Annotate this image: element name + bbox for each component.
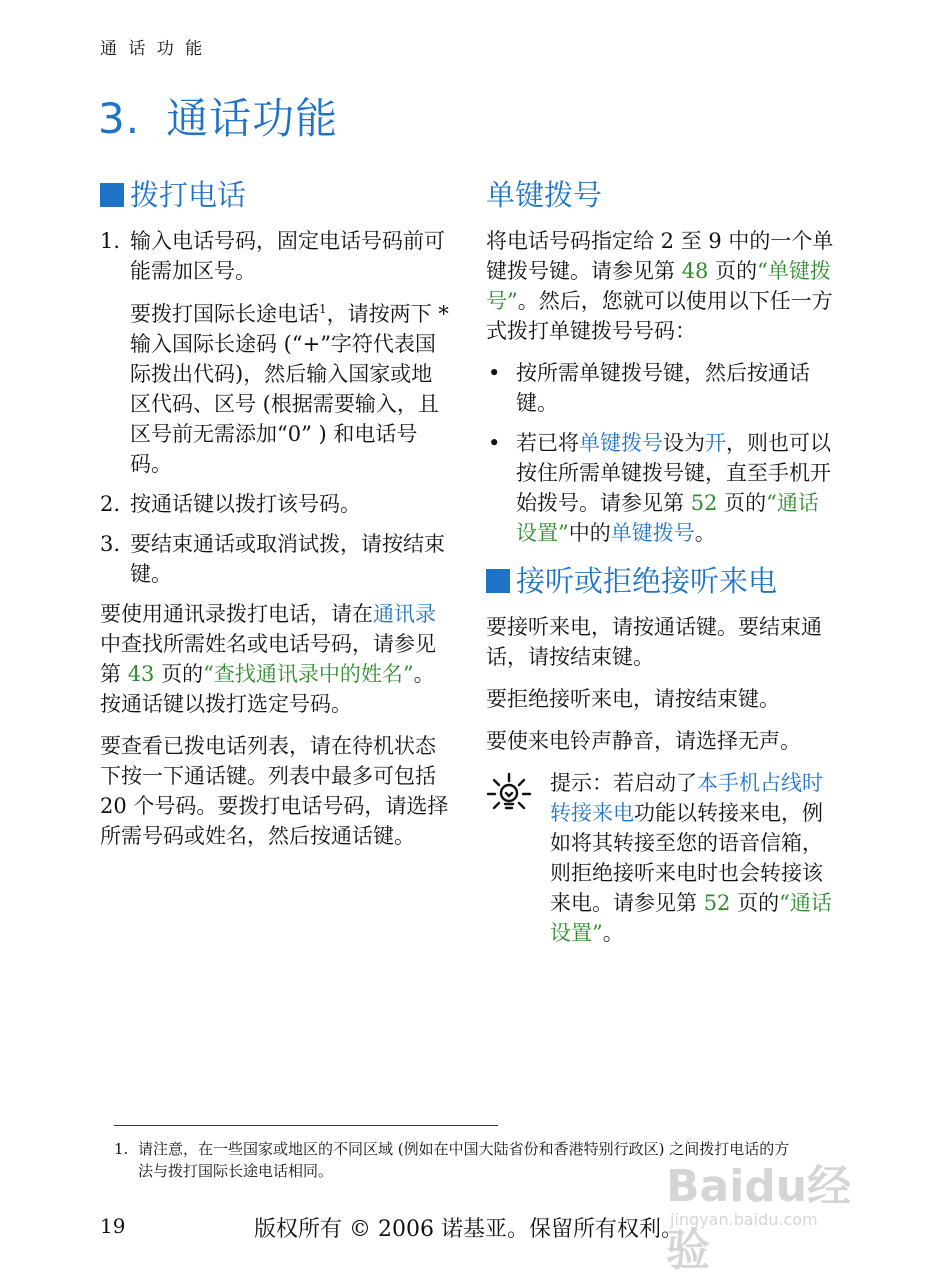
- text-run: 功能以转接来电，例如将其转接至您的语音信箱，则拒绝接听来电时也会转接该来电。请参见第: [550, 801, 823, 915]
- page-ref[interactable]: 43: [127, 662, 155, 686]
- text-run: 中查找所需姓名或电话号码，请参见第: [100, 632, 436, 686]
- text-run: 。然后，您就可以使用以下任一方式拨打单键拨号号码：: [486, 289, 833, 343]
- chapter-number: 3.: [98, 94, 141, 143]
- bullet-icon: •: [488, 361, 501, 385]
- text-run: 将电话号码指定给 2 至 9 中的一个单键拨号键。请参见第: [486, 229, 834, 283]
- step-text: 按通话键以拨打该号码。: [130, 492, 361, 516]
- text-run: 。: [602, 921, 624, 945]
- page-number: 19: [100, 1214, 126, 1238]
- text-run: 若已将: [516, 431, 579, 455]
- call-divert-link[interactable]: 本手机占线时转接来电: [550, 771, 823, 825]
- subtext-part: ，请按两下 * 输入国际长途码 (“+”字符代表国际拨出代码)，然后输入国家或地区代码、区号 (根据需要输入，且区号前无需添加“0” ) 和电话号码。: [130, 302, 449, 476]
- text-run: 。按通话键以拨打选定号码。: [100, 662, 435, 716]
- tip-label: 提示：: [550, 771, 613, 795]
- section-heading-speed-dial: 单键拨号: [486, 178, 603, 212]
- section-heading-text: 拨打电话: [130, 178, 247, 212]
- right-column: [486, 176, 836, 948]
- text-run: 若启动了: [613, 771, 697, 795]
- footnote-ref[interactable]: 1: [319, 302, 327, 316]
- speed-dial-intro: [486, 226, 836, 346]
- list-item: [486, 428, 836, 548]
- page-ref[interactable]: 48: [681, 259, 709, 283]
- text-run: 页的: [154, 662, 204, 686]
- running-header: 通 话 功 能: [100, 39, 206, 59]
- cross-reference-link[interactable]: “查找通讯录中的姓名”: [203, 662, 414, 686]
- speed-dial-methods-list: [486, 358, 836, 548]
- subtext-part: 要拨打国际长途电话: [130, 302, 319, 326]
- step-1: [100, 226, 452, 479]
- watermark-brand: Baidu经验: [666, 1161, 852, 1276]
- baidu-watermark: [656, 1150, 886, 1276]
- speed-dial-setting-link[interactable]: 单键拨号: [610, 521, 695, 545]
- step-number: 2.: [100, 492, 121, 516]
- page-ref[interactable]: 52: [690, 491, 718, 515]
- tip-text: [550, 768, 836, 948]
- bullet-icon: •: [488, 431, 501, 455]
- section-heading-answer-reject: [486, 562, 836, 600]
- text-run: 按所需单键拨号键，然后按通话键。: [516, 361, 810, 415]
- page-ref[interactable]: 52: [703, 891, 731, 915]
- step-text: 输入电话号码，固定电话号码前可能需加区号。: [130, 229, 445, 283]
- step-text: 要结束通话或取消试拨，请按结束键。: [130, 532, 445, 586]
- text-run: 设为: [663, 431, 705, 455]
- text-run: 。: [694, 521, 716, 545]
- text-run: 中的: [568, 521, 611, 545]
- watermark-url: jingyan.baidu.com: [670, 1210, 818, 1229]
- text-run: 页的: [708, 259, 758, 283]
- footnote-text: 请注意，在一些国家或地区的不同区域 (例如在中国大陆省份和香港特别行政区) 之间拨打电话的方法与拨打国际长途电话相同。: [138, 1140, 790, 1180]
- dialed-list-paragraph: 要查看已拨电话列表，请在待机状态下按一下通话键。列表中最多可包括 20 个号码。要拨打电话号码，请选择所需号码或姓名，然后按通话键。: [100, 734, 449, 848]
- step-number: 3.: [100, 532, 121, 556]
- tip-box: [486, 768, 836, 948]
- text-run: ，则也可以按住所需单键拨号键，直至手机开始拨号。请参见第: [516, 431, 831, 515]
- contacts-paragraph: [100, 599, 452, 719]
- list-item: [486, 358, 836, 418]
- on-option-link[interactable]: 开: [705, 431, 726, 455]
- cross-reference-link[interactable]: “通话设置”: [516, 491, 819, 545]
- silent-option[interactable]: 无声: [738, 729, 780, 753]
- mute-paragraph: [486, 726, 836, 756]
- text-run: 页的: [730, 891, 780, 915]
- square-bullet-icon: [100, 183, 124, 207]
- dial-steps-list: [100, 226, 452, 589]
- chapter-title-text: 通话功能: [166, 94, 339, 143]
- contacts-link[interactable]: 通讯录: [373, 602, 436, 626]
- answer-paragraph: 要接听来电，请按通话键。要结束通话，请按结束键。: [486, 615, 822, 669]
- footnote-number: 1.: [114, 1140, 129, 1158]
- copyright-notice: 版权所有 © 2006 诺基亚。保留所有权利。: [254, 1217, 683, 1242]
- step-3: [100, 529, 452, 589]
- text-run: 页的: [717, 491, 767, 515]
- text-run: 要使用通讯录拨打电话，请在: [100, 602, 373, 626]
- chapter-title: [98, 86, 338, 146]
- text-run: 。: [780, 729, 801, 753]
- cross-reference-link[interactable]: “单键拨号”: [486, 259, 831, 313]
- speed-dial-setting-link[interactable]: 单键拨号: [579, 431, 663, 455]
- footnote-divider: [114, 1125, 498, 1126]
- step-2: [100, 489, 452, 519]
- reject-paragraph: 要拒绝接听来电，请按结束键。: [486, 687, 780, 711]
- square-bullet-icon: [486, 569, 510, 593]
- section-heading-text: 接听或拒绝接听来电: [516, 564, 778, 598]
- lightbulb-icon: [486, 772, 532, 816]
- step-subtext: [130, 294, 452, 479]
- left-column: [100, 176, 452, 863]
- section-heading-make-call: [100, 176, 452, 214]
- step-number: 1.: [100, 229, 121, 253]
- cross-reference-link[interactable]: “通话设置”: [550, 891, 832, 945]
- text-run: 要使来电铃声静音，请选择: [486, 729, 738, 753]
